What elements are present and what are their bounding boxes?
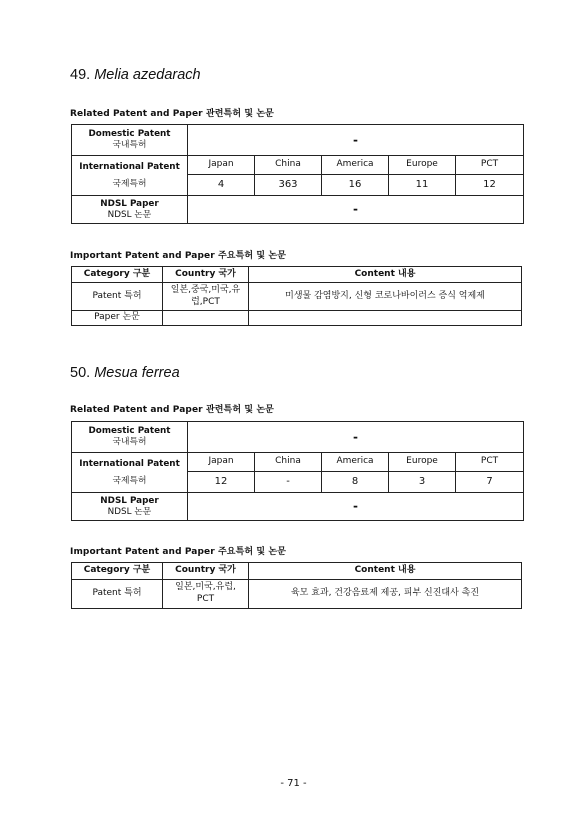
country-header: America	[322, 453, 389, 472]
domestic-value: -	[188, 125, 524, 156]
row-content: 육모 효과, 건강음료제 제공, 피부 신진대사 촉진	[249, 580, 522, 609]
ndsl-label: NDSL Paper NDSL 논문	[72, 493, 188, 521]
patent-count: 4	[188, 175, 255, 196]
patent-count: 7	[456, 472, 524, 493]
species-title-50	[70, 365, 180, 381]
header-content: Content 내용	[249, 267, 522, 283]
header-category: Category 구분	[72, 267, 163, 283]
patent-count: 8	[322, 472, 389, 493]
row-content	[249, 311, 522, 326]
patent-count: 12	[188, 472, 255, 493]
page-number: - 71 -	[280, 778, 307, 789]
country-header: Japan	[188, 156, 255, 175]
domestic-label: Domestic Patent 국내특허	[72, 125, 188, 156]
country-header: Europe	[389, 453, 456, 472]
row-category: Paper 논문	[72, 311, 163, 326]
species-title-49	[70, 67, 201, 83]
row-category: Patent 특허	[72, 283, 163, 311]
important-heading-50: Important Patent and Paper 주요특허 및 논문	[70, 547, 287, 557]
species-number: 49.	[70, 67, 91, 83]
country-header: PCT	[456, 156, 524, 175]
row-content: 미생물 감염방지, 신형 코로나바이러스 증식 억제제	[249, 283, 522, 311]
related-heading-49: Related Patent and Paper 관련특허 및 논문	[70, 109, 274, 119]
patent-count: -	[255, 472, 322, 493]
patent-count: 3	[389, 472, 456, 493]
related-heading-50: Related Patent and Paper 관련특허 및 논문	[70, 405, 274, 415]
international-label: International Patent 국제특허	[72, 156, 188, 196]
domestic-value: -	[188, 422, 524, 453]
country-header: China	[255, 453, 322, 472]
row-country: 일본,중국,미국,유 럽,PCT	[163, 283, 249, 311]
country-header: America	[322, 156, 389, 175]
ndsl-value: -	[188, 493, 524, 521]
header-category: Category 구분	[72, 563, 163, 580]
international-label: International Patent 국제특허	[72, 453, 188, 493]
patent-count: 12	[456, 175, 524, 196]
domestic-label: Domestic Patent 국내특허	[72, 422, 188, 453]
country-header: Japan	[188, 453, 255, 472]
row-country	[163, 311, 249, 326]
scientific-name: Melia azedarach	[94, 67, 201, 83]
country-header: PCT	[456, 453, 524, 472]
patent-count: 16	[322, 175, 389, 196]
related-table-49	[71, 124, 524, 224]
ndsl-label: NDSL Paper NDSL 논문	[72, 196, 188, 224]
header-country: Country 국가	[163, 563, 249, 580]
row-category: Patent 특허	[72, 580, 163, 609]
country-header: Europe	[389, 156, 456, 175]
important-heading-49: Important Patent and Paper 주요특허 및 논문	[70, 251, 287, 261]
country-header: China	[255, 156, 322, 175]
important-table-49	[71, 266, 522, 326]
patent-count: 363	[255, 175, 322, 196]
patent-count: 11	[389, 175, 456, 196]
header-content: Content 내용	[249, 563, 522, 580]
important-table-50	[71, 562, 522, 609]
related-table-50	[71, 421, 524, 521]
header-country: Country 국가	[163, 267, 249, 283]
row-country: 일본,미국,유럽, PCT	[163, 580, 249, 609]
species-number: 50.	[70, 365, 91, 381]
ndsl-value: -	[188, 196, 524, 224]
scientific-name: Mesua ferrea	[94, 365, 180, 381]
